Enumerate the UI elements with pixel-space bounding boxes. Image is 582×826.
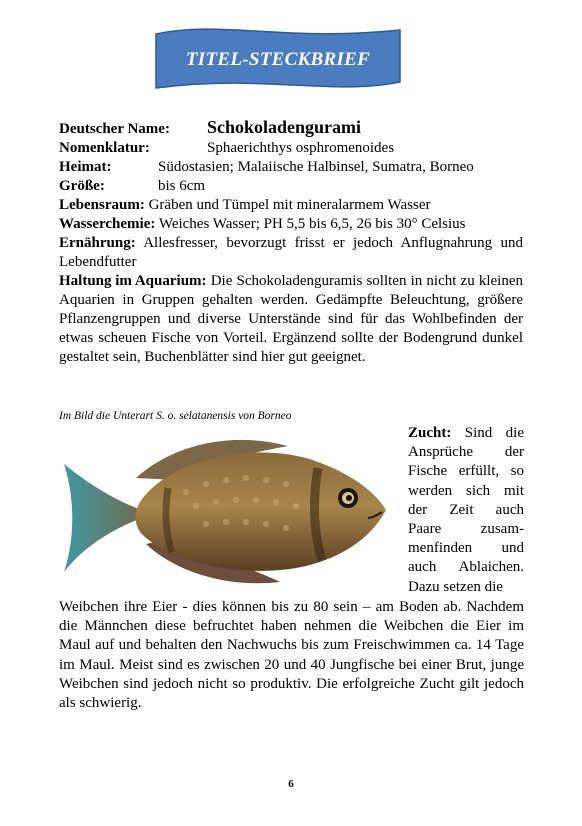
banner-title: TITEL-STECKBRIEF <box>185 49 371 70</box>
fish-illustration <box>56 432 406 592</box>
row-ernaehrung <box>59 234 523 272</box>
profile-section <box>59 118 523 367</box>
value-wasserchemie: Weiches Wasser; PH 5,5 bis 6,5, 26 bis 30° Celsius <box>158 216 466 232</box>
row-deutscher-name <box>59 118 523 139</box>
value-haltung: Die Schokoladenguramis sollten in nicht zu kleinen Aquarien in Gruppen gehalten werden. Gedämpfte Beleuchtung, größere Pflanzengruppen und diverse Unterstände sind für das Wohlbefinden der etwas scheuen Fische von Vorteil. Ergänzend sollte der Bodengrund dunkel gestaltet sein, Buchenblätter sind hier gut geeignet. <box>59 273 524 365</box>
label-nomenklatur: Nomenklatur: <box>59 140 150 156</box>
row-haltung <box>59 272 523 367</box>
row-heimat <box>59 158 523 177</box>
label-heimat: Heimat: <box>59 159 112 175</box>
page-number: 6 <box>288 778 294 790</box>
value-nomenklatur: Sphaerichthys osphromenoides <box>207 140 395 156</box>
value-heimat: Südostasien; Malaiische Halbinsel, Sumatra, Borneo <box>158 159 474 175</box>
value-ernaehrung: Allesfresser, bevorzugt frisst er jedoch Anflugnahrung und Lebendfutter <box>59 235 523 270</box>
label-deutscher-name: Deutscher Name: <box>59 121 170 137</box>
title-banner <box>152 24 404 94</box>
label-groesse: Größe: <box>59 178 105 194</box>
value-groesse: bis 6cm <box>158 178 206 194</box>
fish-photo <box>56 432 406 592</box>
zucht-side-text <box>408 424 524 597</box>
row-lebensraum <box>59 196 523 215</box>
value-deutscher-name: Schokoladengurami <box>207 117 362 137</box>
zucht-bottom-text: Weibchen ihre Eier - dies können bis zu 80 sein – am Boden ab. Nachdem die Männchen diese befruchtet haben nehmen die Weibchen die Eier im Maul auf und behalten den Nachwuchs bis zum Freischwimmen ca. 14 Tage im Maul. Meist sind es zwischen 20 und 40 Jungfische bei einer Brut, junge Weibchen sind jedoch nicht so produktiv. Die erfolgreiche Zucht gilt jedoch als schwierig. <box>59 599 524 712</box>
label-lebensraum: Lebensraum: <box>59 197 145 213</box>
value-lebensraum: Gräben und Tümpel mit mineralarmem Wasser <box>148 197 431 213</box>
value-zucht-side: Sind die Ansprüche der Fische erfüllt, so werden sich mit der Zeit auch Paare zusam-menfinden und auch Ablaichen. Dazu setzen die <box>408 425 524 595</box>
row-wasserchemie <box>59 215 523 234</box>
row-nomenklatur <box>59 139 523 158</box>
row-groesse <box>59 177 523 196</box>
label-ernaehrung: Ernährung: <box>59 235 136 251</box>
image-caption: Im Bild die Unterart S. o. selatanensis von Borneo <box>59 410 292 422</box>
label-zucht: Zucht: <box>408 425 452 441</box>
label-wasserchemie: Wasserchemie: <box>59 216 156 232</box>
label-haltung: Haltung im Aquarium: <box>59 273 207 289</box>
